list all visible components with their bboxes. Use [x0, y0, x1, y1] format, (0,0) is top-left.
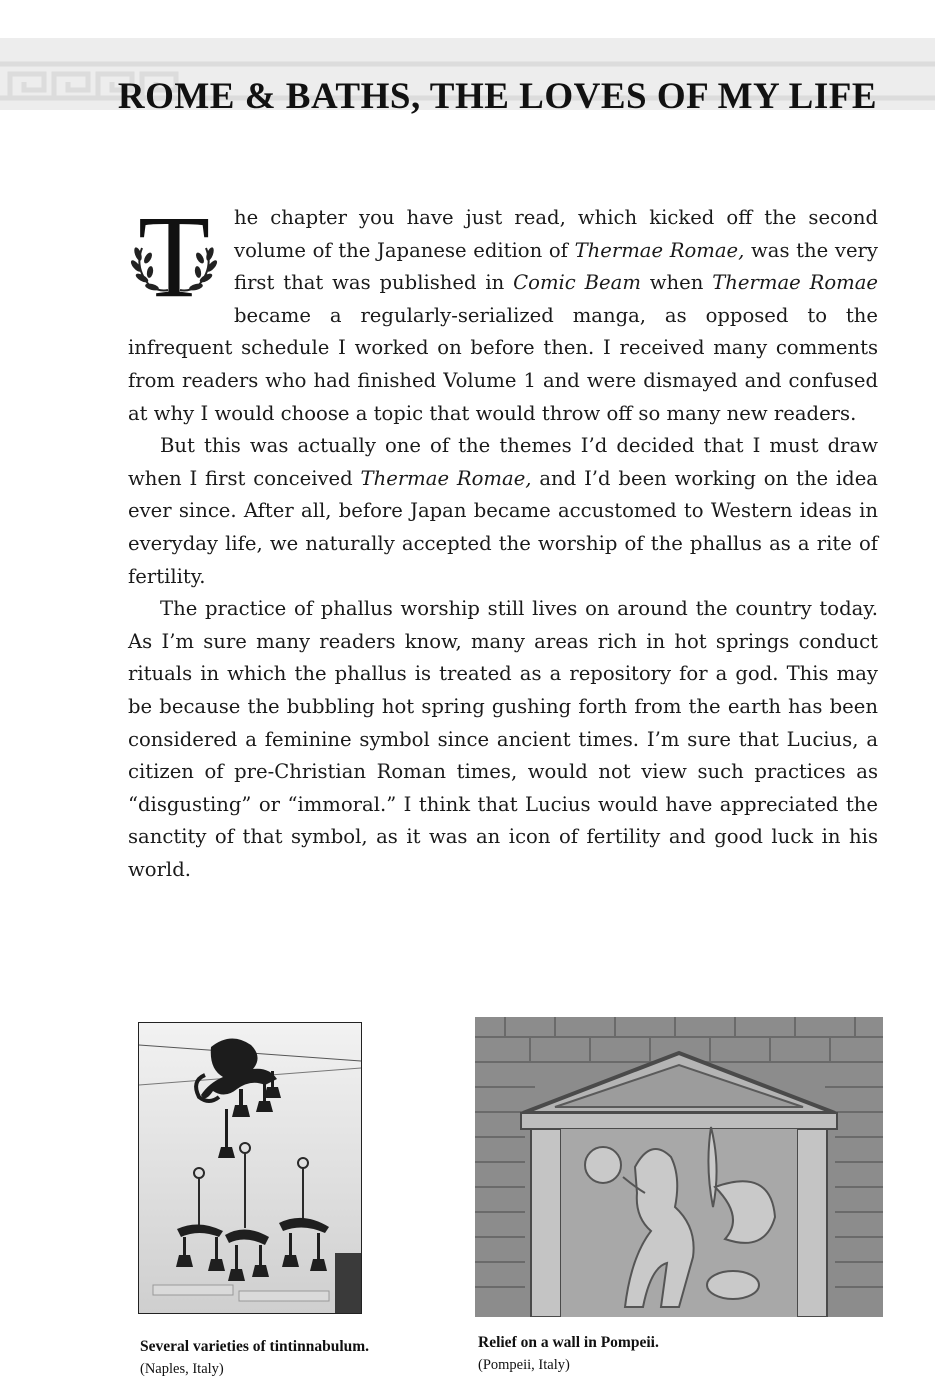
- caption-right-title: Relief on a wall in Pompeii.: [478, 1334, 659, 1351]
- tintinnabulum-photo: [138, 1022, 362, 1314]
- paragraph-1: T he chapter you have just read, which kicked off the second volume of the Japanese edition of Thermae Romae, was the very first that was published in Comic Beam when Thermae Romae became a regularly-serialized manga, as opposed to the infrequent schedule I worked on before then. I received many comments from readers who had finished Volume 1 and were dismayed and confused at why I would choose a topic that would throw off so many new readers.: [128, 202, 878, 430]
- pompeii-relief-photo: [475, 1017, 883, 1317]
- tintinnabulum-illustration: [139, 1023, 361, 1313]
- pompeii-relief-illustration: [475, 1017, 883, 1317]
- paragraph-3: The practice of phallus worship still lives on around the country today. As I’m sure many readers know, many areas rich in hot springs conduct rituals in which the phallus is treated as a repository for a god. This may be because the bubbling hot spring gushing forth from the earth has been considered a feminine symbol since ancient times. I’m sure that Lucius, a citizen of pre-Christian Roman times, would not view such practices as “disgusting” or “immoral.” I think that Lucius would have appreciated the sanctity of that symbol, as it was an icon of fertility and good luck in his world.: [128, 597, 878, 881]
- caption-left-title: Several varieties of tintinnabulum.: [140, 1338, 370, 1355]
- caption-right-location: (Pompeii, Italy): [478, 1357, 570, 1373]
- drop-cap-letter: T: [137, 191, 211, 322]
- page-title: ROME & BATHS, THE LOVES OF MY LIFE: [117, 75, 877, 117]
- caption-left: [140, 1336, 420, 1380]
- paragraph-2: But this was actually one of the themes I’d decided that I must draw when I first conceived Thermae Romae, and I’d been working on the idea ever since. After all, before Japan became accustomed to Western ideas in everyday life, we naturally accepted the worship of the phallus as a rite of fertility.: [128, 434, 878, 588]
- drop-cap: [120, 191, 228, 322]
- caption-right: [478, 1332, 878, 1376]
- caption-left-location: (Naples, Italy): [140, 1361, 224, 1377]
- article-body: [128, 191, 879, 886]
